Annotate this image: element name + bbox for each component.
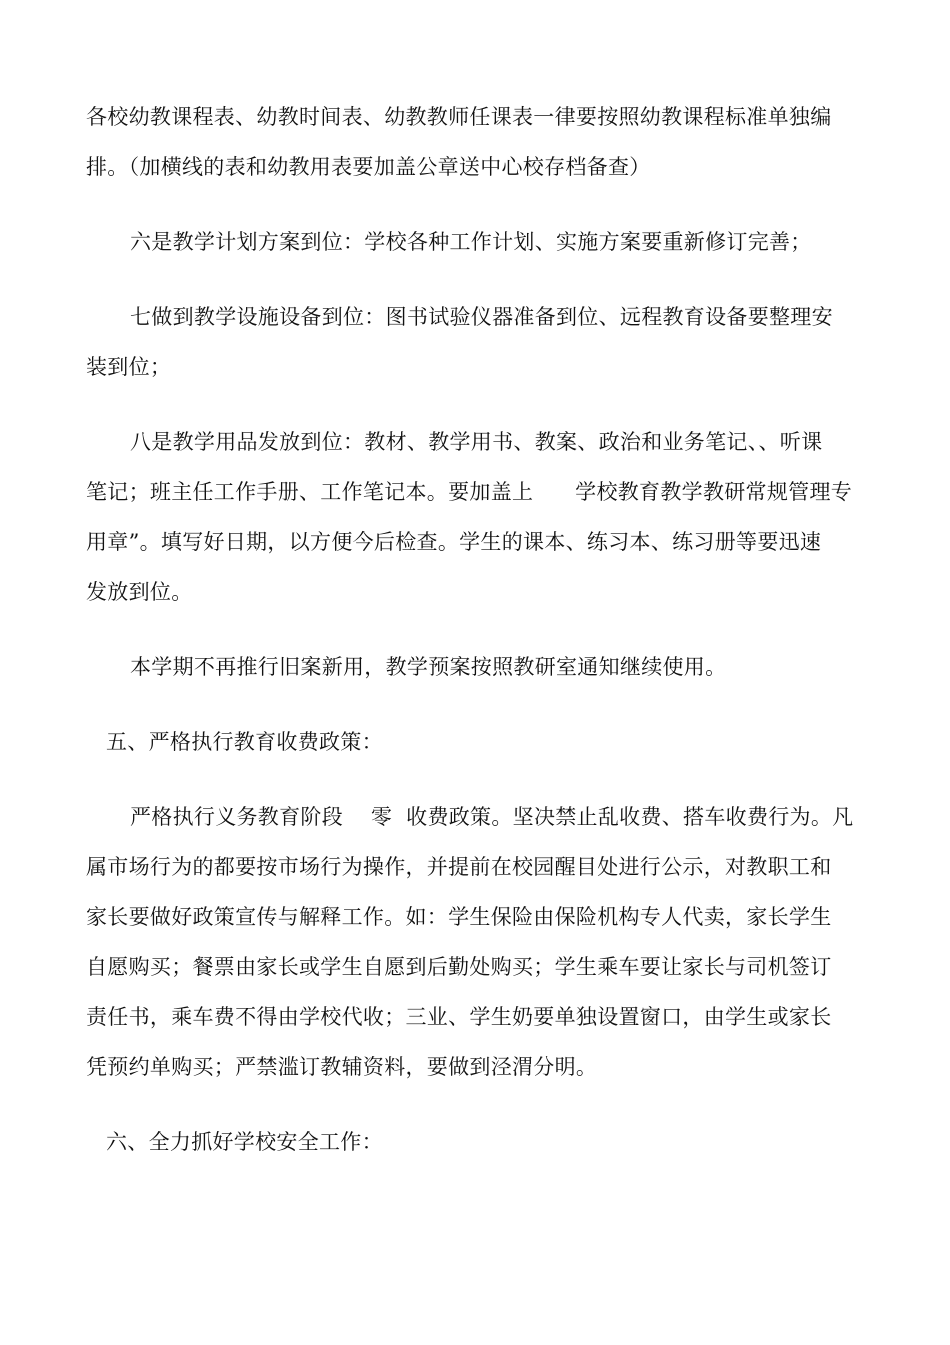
paragraph-line: 发放到位。 <box>86 580 193 604</box>
paragraph-line: 凭预约单购买；严禁滥订教辅资料，要做到泾渭分明。 <box>86 1055 598 1079</box>
paragraph-line: 用章”。填写好日期，以方便今后检查。学生的课本、练习本、练习册等要迅速 <box>86 530 822 554</box>
section-heading: 六、全力抓好学校安全工作： <box>106 1130 383 1154</box>
paragraph-line: 责任书，乘车费不得由学校代收；三业、学生奶要单独设置窗口，由学生或家长 <box>86 1005 832 1029</box>
paragraph-line: 家长要做好政策宣传与解释工作。如：学生保险由保险机构专人代卖，家长学生 <box>86 905 832 929</box>
paragraph-line: 六是教学计划方案到位：学校各种工作计划、实施方案要重新修订完善； <box>130 230 812 254</box>
paragraph-line: 属市场行为的都要按市场行为操作，并提前在校园醒目处进行公示，对教职工和 <box>86 855 832 879</box>
section-heading: 五、严格执行教育收费政策： <box>106 730 383 754</box>
paragraph-line: 笔记；班主任工作手册、工作笔记本。要加盖上 学校教育教学教研常规管理专 <box>86 480 853 504</box>
paragraph-line: 自愿购买；餐票由家长或学生自愿到后勤处购买；学生乘车要让家长与司机签订 <box>86 955 832 979</box>
paragraph-line: 各校幼教课程表、幼教时间表、幼教教师任课表一律要按照幼教课程标准单独编 <box>86 105 832 129</box>
paragraph-line: 严格执行义务教育阶段 零 收费政策。坚决禁止乱收费、搭车收费行为。凡 <box>130 805 854 829</box>
paragraph-line: 装到位； <box>86 355 172 379</box>
paragraph-line: 本学期不再推行旧案新用，教学预案按照教研室通知继续使用。 <box>130 655 727 679</box>
paragraph-line: 排。（加横线的表和幼教用表要加盖公章送中心校存档备查） <box>86 155 651 179</box>
paragraph-line: 七做到教学设施设备到位：图书试验仪器准备到位、远程教育设备要整理安 <box>130 305 833 329</box>
paragraph-line: 八是教学用品发放到位：教材、教学用书、教案、政治和业务笔记、、听课 <box>130 430 823 454</box>
